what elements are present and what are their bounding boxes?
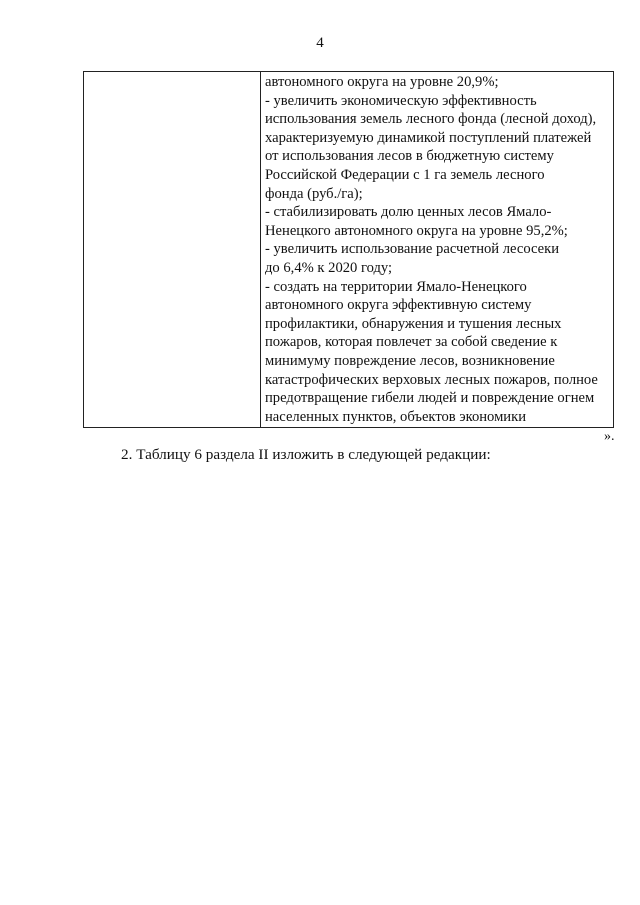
table-cell-text bbox=[261, 72, 613, 426]
page-number: 4 bbox=[316, 35, 324, 51]
table-cell-left bbox=[84, 72, 261, 428]
table-cell-line: населенных пунктов, объектов экономики bbox=[265, 408, 527, 425]
continuation-table bbox=[83, 71, 614, 428]
table-cell-line: минимуму повреждение лесов, возникновение bbox=[265, 352, 555, 369]
table-cell-line: профилактики, обнаружения и тушения лесных bbox=[265, 315, 562, 332]
table-cell-line: Российской Федерации с 1 га земель лесного bbox=[265, 166, 545, 183]
table-cell-line: автономного округа на уровне 20,9%; bbox=[265, 74, 499, 90]
table-cell-line: фонда (руб./га); bbox=[265, 185, 363, 202]
table-cell-line: автономного округа эффективную систему bbox=[265, 297, 532, 314]
paragraph-item-2: 2. Таблицу 6 раздела II изложить в следующей редакции: bbox=[121, 446, 491, 463]
table-cell-line: до 6,4% к 2020 году; bbox=[265, 259, 393, 276]
table-cell-line: - создать на территории Ямало-Ненецкого bbox=[265, 278, 527, 295]
table-cell-right bbox=[261, 72, 614, 428]
table-cell-line: от использования лесов в бюджетную систему bbox=[265, 148, 554, 165]
table-cell-line: катастрофических верховых лесных пожаров, полное bbox=[265, 371, 598, 388]
table-cell-line: предотвращение гибели людей и повреждение огнем bbox=[265, 390, 595, 407]
table-cell-line: - увеличить экономическую эффективность bbox=[265, 92, 537, 109]
closing-quote: ». bbox=[604, 429, 615, 444]
table-cell-line: пожаров, которая повлечет за собой сведение к bbox=[265, 334, 558, 351]
table-row bbox=[84, 72, 614, 428]
table-cell-line: - стабилизировать долю ценных лесов Ямало- bbox=[265, 204, 552, 221]
table-cell-line: использования земель лесного фонда (лесной доход), bbox=[265, 111, 597, 128]
table-cell-line: характеризуемую динамикой поступлений платежей bbox=[265, 129, 592, 146]
table-cell-line: - увеличить использование расчетной лесосеки bbox=[265, 241, 560, 258]
table-cell-line: Ненецкого автономного округа на уровне 95,2%; bbox=[265, 222, 568, 239]
